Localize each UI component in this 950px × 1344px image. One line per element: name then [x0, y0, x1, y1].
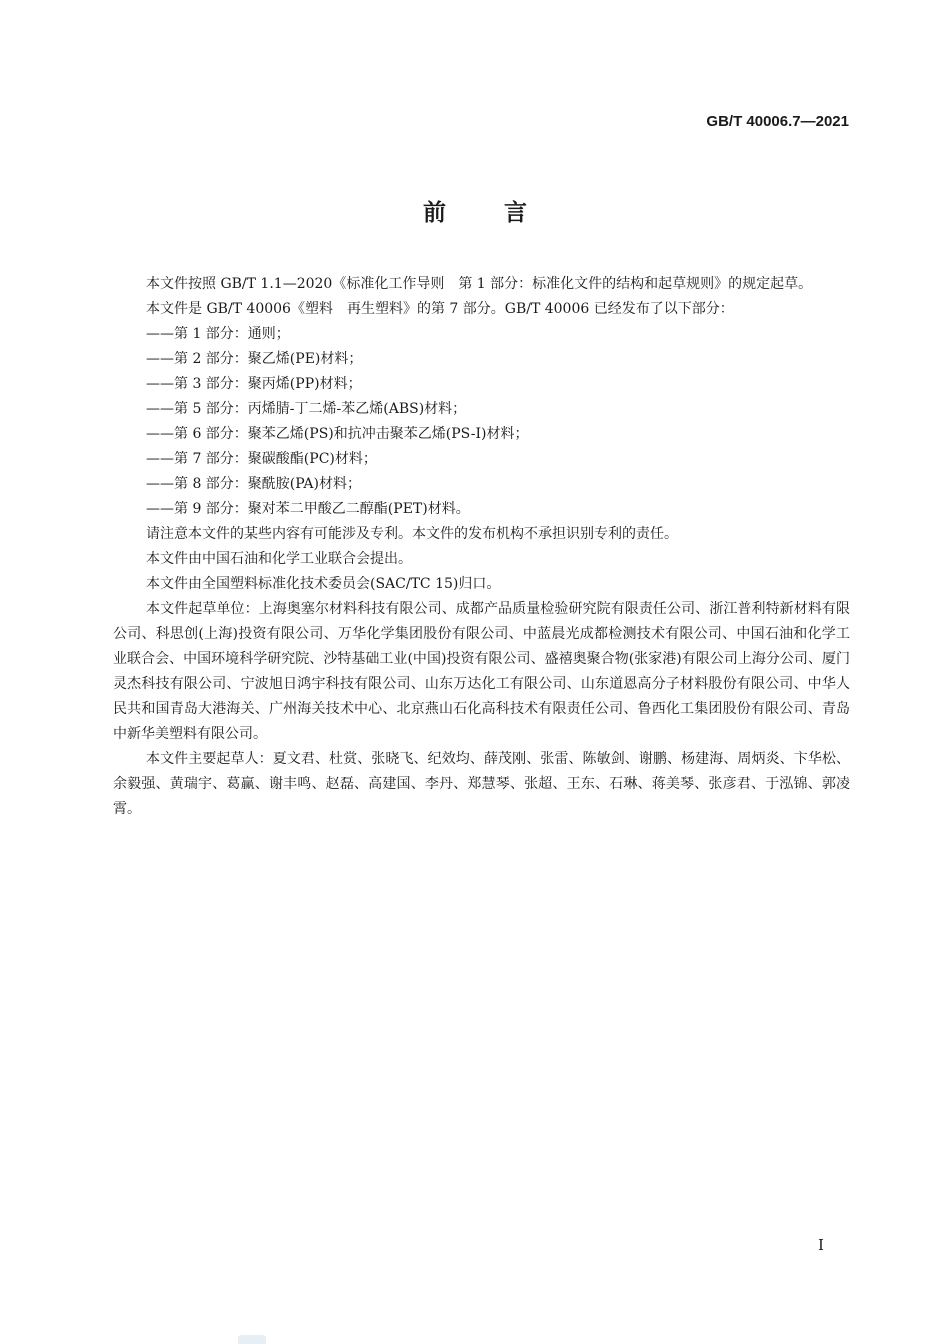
body-text	[113, 272, 850, 822]
list-item: ——第 8 部分：聚酰胺(PA)材料；	[146, 476, 361, 492]
paragraph-drafters: 本文件主要起草人：夏文君、杜赏、张晓飞、纪效均、薛茂刚、张雷、陈敏剑、谢鹏、杨建海、周炳炎、卞华松、余毅强、黄瑞宇、葛赢、谢丰鸣、赵磊、高建国、李丹、郑慧琴、张超、王东、石琳、蒋美琴、张彦君、于泓锦、郭凌霄。	[113, 751, 850, 817]
page-title: 前言	[423, 200, 585, 226]
paragraph-committee: 本文件由全国塑料标准化技术委员会(SAC/TC 15)归口。	[146, 576, 501, 592]
paragraph-drafting-rules: 本文件按照 GB/T 1.1—2020《标准化工作导则 第 1 部分：标准化文件的结构和起草规则》的规定起草。	[146, 276, 813, 292]
standard-code: GB/T 40006.7—2021	[706, 113, 849, 130]
page-number: I	[818, 1236, 824, 1254]
paragraph-patent-notice: 请注意本文件的某些内容有可能涉及专利。本文件的发布机构不承担识别专利的责任。	[146, 526, 678, 542]
paragraph-series-intro: 本文件是 GB/T 40006《塑料 再生塑料》的第 7 部分。GB/T 40006 已经发布了以下部分：	[146, 301, 734, 317]
scan-corner-mark	[238, 1335, 266, 1344]
list-item: ——第 5 部分：丙烯腈-丁二烯-苯乙烯(ABS)材料；	[146, 401, 467, 417]
list-item: ——第 7 部分：聚碳酸酯(PC)材料；	[146, 451, 377, 467]
list-item: ——第 1 部分：通则；	[146, 326, 290, 342]
list-item: ——第 9 部分：聚对苯二甲酸乙二醇酯(PET)材料。	[146, 501, 470, 517]
paragraph-drafting-units: 本文件起草单位：上海奥塞尔材料科技有限公司、成都产品质量检验研究院有限责任公司、浙江普利特新材料有限公司、科思创(上海)投资有限公司、万华化学集团股份有限公司、中蓝晨光成都检测技术有限公司、中国石油和化学工业联合会、中国环境科学研究院、沙特基础工业(中国)投资有限公司、盛禧奥聚合物(张家港)有限公司上海分公司、厦门灵杰科技有限公司、宁波旭日鸿宇科技有限公司、山东万达化工有限公司、山东道恩高分子材料股份有限公司、中华人民共和国青岛大港海关、广州海关技术中心、北京燕山石化高科技术有限责任公司、鲁西化工集团股份有限公司、青岛中新华美塑料有限公司。	[113, 601, 850, 742]
list-item: ——第 3 部分：聚丙烯(PP)材料；	[146, 376, 362, 392]
list-item: ——第 2 部分：聚乙烯(PE)材料；	[146, 351, 363, 367]
paragraph-proposer: 本文件由中国石油和化学工业联合会提出。	[146, 551, 412, 567]
list-item: ——第 6 部分：聚苯乙烯(PS)和抗冲击聚苯乙烯(PS-I)材料；	[146, 426, 529, 442]
